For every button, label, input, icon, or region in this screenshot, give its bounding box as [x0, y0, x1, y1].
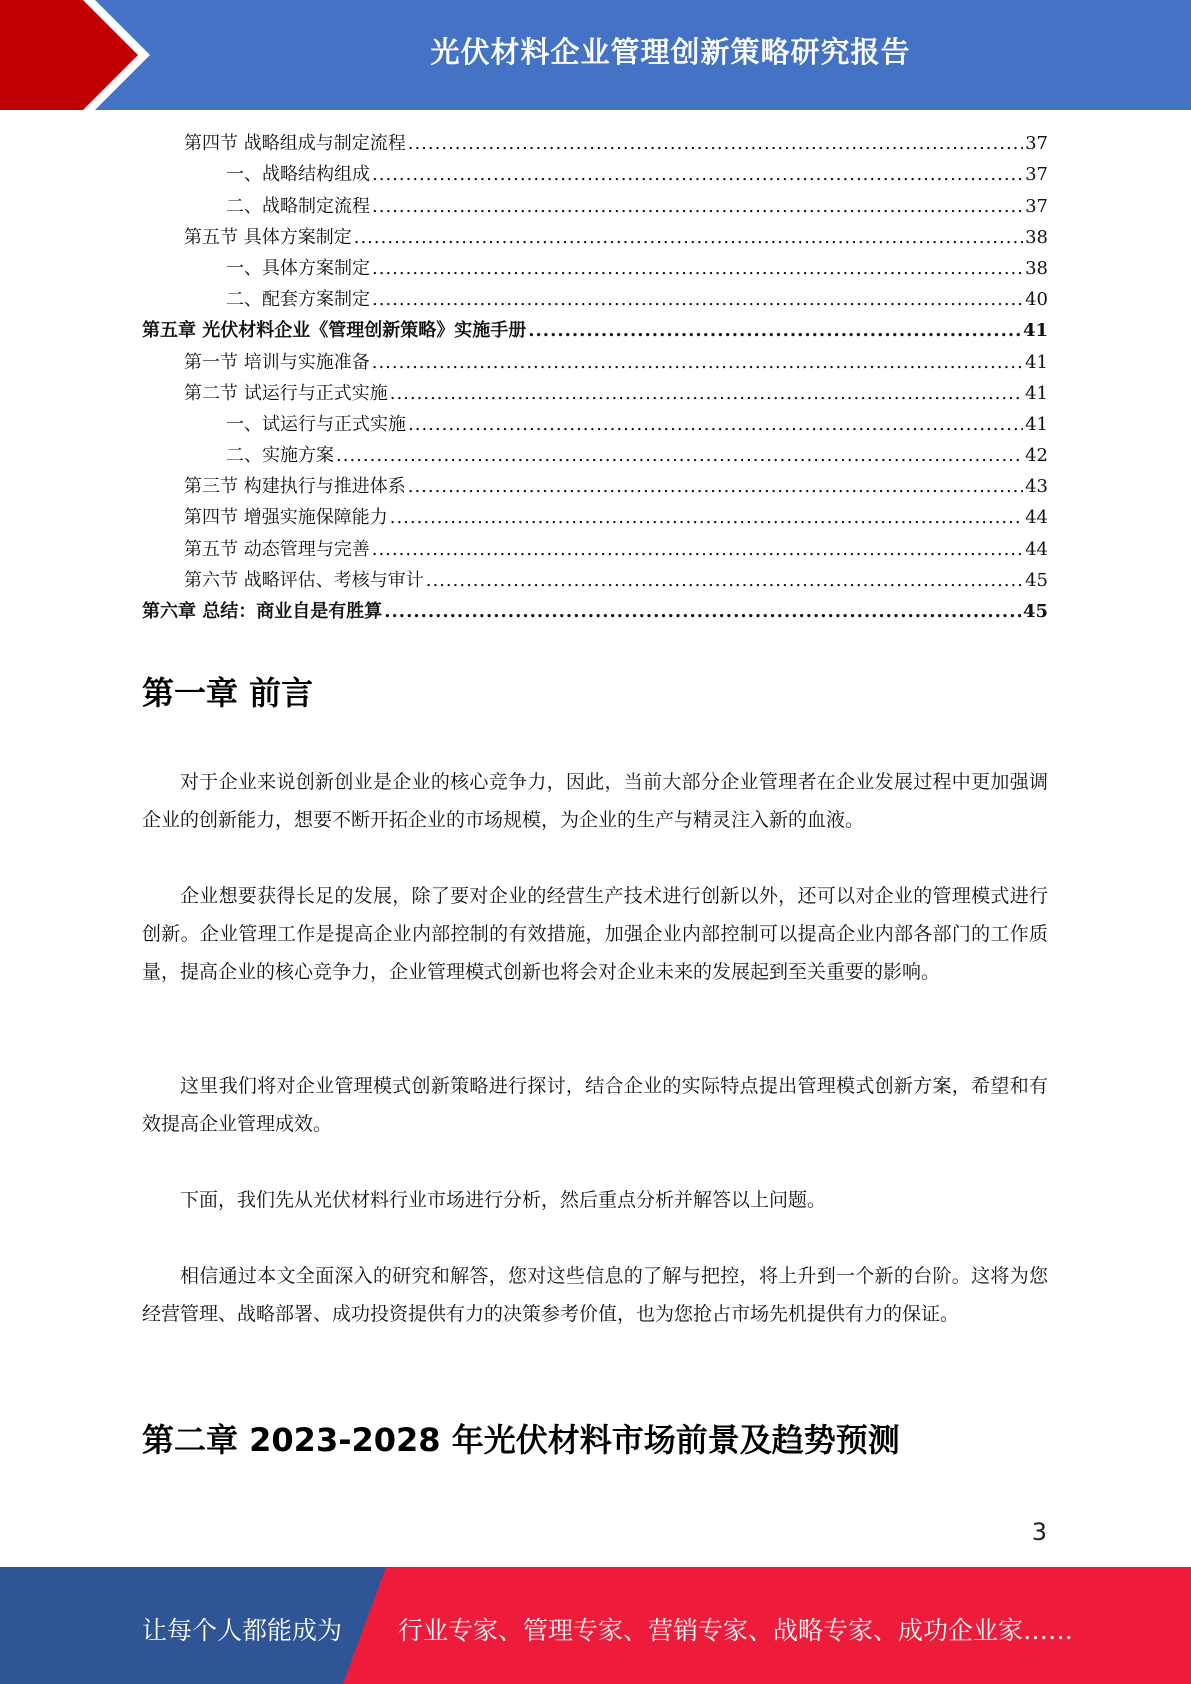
- toc-entry-label: 第五节 具体方案制定: [184, 226, 352, 248]
- toc-entry[interactable]: [142, 159, 1048, 190]
- toc-entry-page: 45: [1022, 601, 1048, 622]
- toc-entry[interactable]: [142, 315, 1048, 346]
- header-title: 光伏材料企业管理创新策略研究报告: [430, 35, 911, 69]
- toc-entry[interactable]: [142, 346, 1048, 377]
- chapter-heading-2: 第二章 2023-2028 年光伏材料市场前景及趋势预测: [142, 1421, 900, 1459]
- toc-entry-page: 40: [1025, 289, 1048, 311]
- toc-entry-page: 41: [1025, 351, 1048, 373]
- page-footer: [0, 1567, 1191, 1684]
- toc-entry-label: 第六节 战略评估、考核与审计: [184, 569, 424, 591]
- toc-entry[interactable]: [142, 533, 1048, 564]
- page-number: 3: [1031, 1518, 1047, 1546]
- toc-entry[interactable]: [142, 128, 1048, 159]
- paragraph-4: 下面，我们先从光伏材料行业市场进行分析，然后重点分析并解答以上问题。: [180, 1189, 827, 1211]
- toc-leader-dots: [408, 471, 1023, 502]
- toc-entry-label: 二、配套方案制定: [226, 289, 370, 311]
- toc-entry-page: 37: [1025, 133, 1048, 155]
- toc-entry-label: 第六章 总结：商业自是有胜算: [142, 601, 383, 622]
- toc-leader-dots: [372, 253, 1023, 284]
- toc-entry[interactable]: [142, 253, 1048, 284]
- toc-entry-label: 第四节 战略组成与制定流程: [184, 133, 406, 155]
- toc-entry-label: 一、具体方案制定: [226, 257, 370, 279]
- toc-entry-label: 一、试运行与正式实施: [226, 413, 406, 435]
- toc-entry-page: 41: [1022, 320, 1048, 342]
- paragraph-3: 这里我们将对企业管理模式创新策略进行探讨，结合企业的实际特点提出管理模式创新方案，希望和有效提高企业管理成效。: [142, 1075, 1048, 1135]
- paragraph-5: 相信通过本文全面深入的研究和解答，您对这些信息的了解与把控，将上升到一个新的台阶。这将为您经营管理、战略部署、成功投资提供有力的决策参考价值，也为您抢占市场先机提供有力的保证。: [142, 1265, 1048, 1325]
- toc-entry[interactable]: [142, 502, 1048, 533]
- toc-entry-label: 一、战略结构组成: [226, 164, 370, 186]
- toc-leader-dots: [336, 440, 1023, 471]
- footer-slogan-left: 让每个人都能成为: [142, 1616, 343, 1645]
- toc-entry-page: 41: [1025, 413, 1048, 435]
- toc-entry[interactable]: [142, 596, 1048, 627]
- toc-entry-page: 44: [1025, 507, 1048, 529]
- toc-entry-page: 38: [1025, 257, 1048, 279]
- toc-entry-label: 第四节 增强实施保障能力: [184, 507, 388, 529]
- toc-leader-dots: [372, 159, 1023, 190]
- toc-entry[interactable]: [142, 378, 1048, 409]
- toc-leader-dots: [372, 347, 1023, 378]
- toc-entry-page: 38: [1025, 226, 1048, 248]
- toc-entry[interactable]: [142, 565, 1048, 596]
- toc-entry-label: 第三节 构建执行与推进体系: [184, 476, 406, 498]
- chapter-heading-1: 第一章 前言: [142, 674, 314, 712]
- toc-entry-page: 45: [1025, 569, 1048, 591]
- toc-leader-dots: [408, 409, 1023, 440]
- toc-entry-label: 第五章 光伏材料企业《管理创新策略》实施手册: [142, 320, 527, 342]
- toc-leader-dots: [426, 565, 1023, 596]
- toc-leader-dots: [372, 191, 1023, 222]
- toc-leader-dots: [354, 222, 1023, 253]
- toc-entry[interactable]: [142, 471, 1048, 502]
- toc-entry-page: 43: [1025, 476, 1048, 498]
- toc-leader-dots: [408, 128, 1023, 159]
- table-of-contents: [142, 128, 1048, 627]
- toc-entry-page: 37: [1025, 164, 1048, 186]
- toc-entry[interactable]: [142, 440, 1048, 471]
- toc-leader-dots: [372, 284, 1023, 315]
- toc-leader-dots: [384, 596, 1021, 627]
- toc-entry[interactable]: [142, 409, 1048, 440]
- toc-entry-label: 第二节 试运行与正式实施: [184, 382, 388, 404]
- paragraph-1: 对于企业来说创新创业是企业的核心竞争力，因此，当前大部分企业管理者在企业发展过程中更加强调企业的创新能力，想要不断开拓企业的市场规模，为企业的生产与精灵注入新的血液。: [142, 771, 1048, 831]
- footer-slogan-right: 行业专家、管理专家、营销专家、战略专家、成功企业家……: [398, 1616, 1074, 1645]
- toc-entry-page: 37: [1025, 195, 1048, 217]
- toc-leader-dots: [390, 378, 1023, 409]
- toc-entry[interactable]: [142, 284, 1048, 315]
- toc-leader-dots: [372, 534, 1023, 565]
- toc-entry-page: 44: [1025, 538, 1048, 560]
- paragraph-2: 企业想要获得长足的发展，除了要对企业的经营生产技术进行创新以外，还可以对企业的管理模式进行创新。企业管理工作是提高企业内部控制的有效措施，加强企业内部控制可以提高企业内部各部门的工作质量，提高企业的核心竞争力，企业管理模式创新也将会对企业未来的发展起到至关重要的影响。: [142, 885, 1048, 983]
- toc-entry-label: 第五节 动态管理与完善: [184, 538, 370, 560]
- toc-leader-dots: [528, 315, 1021, 346]
- toc-entry-label: 二、实施方案: [226, 445, 334, 467]
- toc-entry-page: 42: [1025, 445, 1048, 467]
- page-header: [0, 0, 1191, 110]
- toc-entry[interactable]: [142, 222, 1048, 253]
- toc-entry-label: 第一节 培训与实施准备: [184, 351, 370, 373]
- toc-entry-label: 二、战略制定流程: [226, 195, 370, 217]
- toc-entry-page: 41: [1025, 382, 1048, 404]
- toc-leader-dots: [390, 502, 1023, 533]
- toc-entry[interactable]: [142, 190, 1048, 221]
